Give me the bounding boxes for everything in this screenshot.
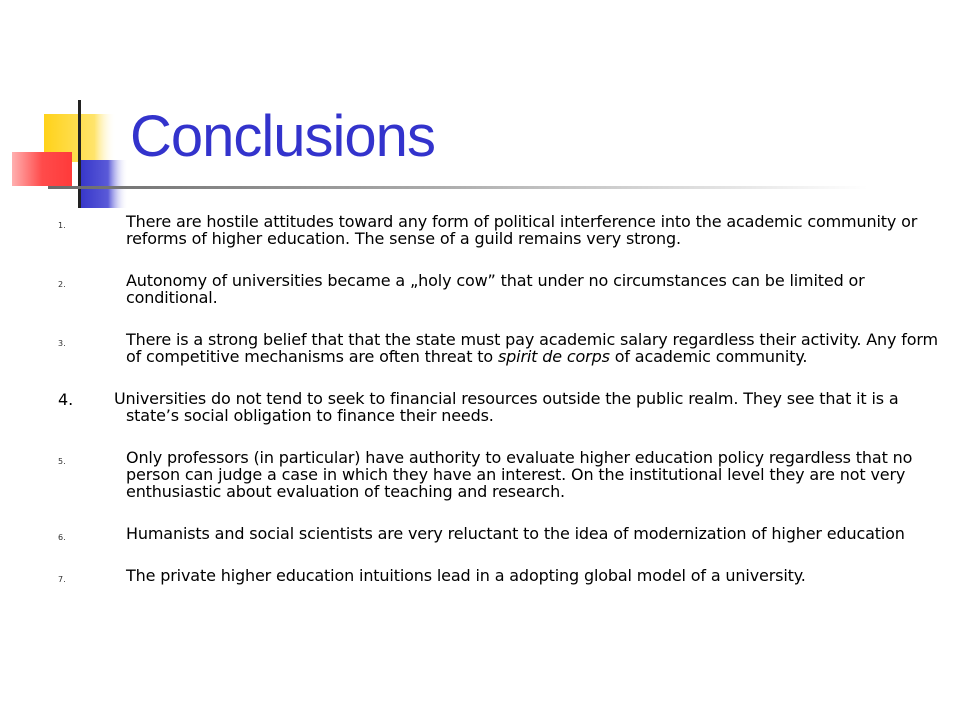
slide-title: Conclusions [130,104,435,169]
item-text: Humanists and social scientists are very reluctant to the idea of modernization of higher education [126,524,905,543]
list-item [58,390,938,424]
item-number: 2. [58,280,66,289]
list-item [58,272,938,306]
item-text-emphasis: spirit de corps [497,347,610,366]
item-text: Universities do not tend to seek to financial resources outside the public realm. They see that it is a state’s social obligation to finance their needs. [114,389,899,425]
item-text: There are hostile attitudes toward any form of political interference into the academic community or reforms of higher education. The sense of a guild remains very strong. [126,212,918,248]
item-number: 7. [58,575,66,584]
item-text: Only professors (in particular) have authority to evaluate higher education policy regardless that no person can judge a case in which they have an interest. On the institutional level they are not very enthusiastic about evaluation of teaching and research. [126,448,913,501]
title-decoration [0,0,140,210]
list-item [58,449,938,500]
item-text: The private higher education intuitions lead in a adopting global model of a university. [126,566,806,585]
item-text: Autonomy of universities became a „holy cow” that under no circumstances can be limited or conditional. [126,271,865,307]
item-number: 6. [58,533,66,542]
list-item [58,525,938,542]
red-square [12,152,72,186]
item-number: 3. [58,339,66,348]
item-number: 1. [58,221,66,230]
item-text [126,331,938,365]
list-item [58,567,938,584]
list-item [58,213,938,247]
conclusions-list [58,213,938,609]
blue-square [78,160,128,208]
title-underline [48,186,868,189]
item-text-after: of academic community. [609,347,808,366]
item-number: 5. [58,457,66,466]
item-text-before: There is a strong belief that that the state must pay academic salary regardless their activity. Any form of competitive mechanisms are often threat to [126,330,938,366]
list-item [58,331,938,365]
item-number: 4. [58,390,74,409]
